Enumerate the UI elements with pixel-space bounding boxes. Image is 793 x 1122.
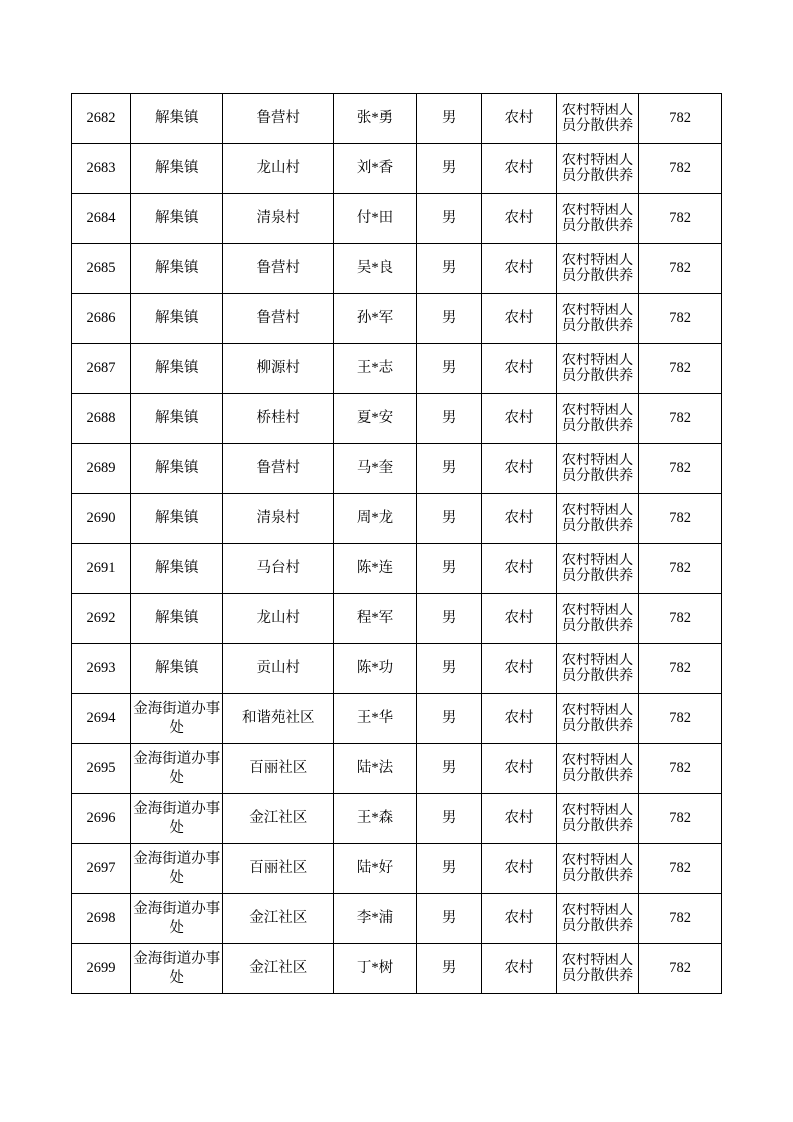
- cell-amount: 782: [639, 644, 722, 694]
- aid-category-text: 农村特困人员分散供养: [561, 852, 634, 884]
- cell-household-type: 农村: [482, 544, 556, 594]
- cell-person-name: 陈*连: [334, 544, 417, 594]
- cell-township: 金海街道办事处: [131, 844, 223, 894]
- cell-person-name: 张*勇: [334, 94, 417, 144]
- subsidy-roster-table: [71, 93, 722, 994]
- cell-serial-number: 2694: [72, 694, 131, 744]
- cell-gender: 男: [416, 744, 482, 794]
- cell-person-name: 陆*好: [334, 844, 417, 894]
- cell-person-name: 陆*法: [334, 744, 417, 794]
- cell-household-type: 农村: [482, 244, 556, 294]
- table-row: [72, 144, 722, 194]
- cell-person-name: 程*军: [334, 594, 417, 644]
- cell-gender: 男: [416, 494, 482, 544]
- cell-amount: 782: [639, 494, 722, 544]
- cell-gender: 男: [416, 944, 482, 994]
- cell-village: 马台村: [223, 544, 334, 594]
- cell-household-type: 农村: [482, 694, 556, 744]
- aid-category-text: 农村特困人员分散供养: [561, 402, 634, 434]
- cell-serial-number: 2692: [72, 594, 131, 644]
- cell-gender: 男: [416, 694, 482, 744]
- cell-aid-category: [556, 744, 639, 794]
- table-body: [72, 94, 722, 994]
- cell-household-type: 农村: [482, 944, 556, 994]
- cell-amount: 782: [639, 894, 722, 944]
- cell-township: 解集镇: [131, 94, 223, 144]
- cell-aid-category: [556, 794, 639, 844]
- cell-serial-number: 2696: [72, 794, 131, 844]
- cell-person-name: 陈*功: [334, 644, 417, 694]
- aid-category-text: 农村特困人员分散供养: [561, 902, 634, 934]
- cell-amount: 782: [639, 744, 722, 794]
- cell-serial-number: 2685: [72, 244, 131, 294]
- cell-village: 百丽社区: [223, 844, 334, 894]
- cell-gender: 男: [416, 94, 482, 144]
- cell-township: 解集镇: [131, 344, 223, 394]
- cell-aid-category: [556, 694, 639, 744]
- cell-amount: 782: [639, 844, 722, 894]
- cell-person-name: 马*奎: [334, 444, 417, 494]
- cell-person-name: 王*志: [334, 344, 417, 394]
- cell-village: 鲁营村: [223, 444, 334, 494]
- cell-village: 贡山村: [223, 644, 334, 694]
- cell-gender: 男: [416, 394, 482, 444]
- table-row: [72, 744, 722, 794]
- cell-township: 解集镇: [131, 544, 223, 594]
- cell-amount: 782: [639, 194, 722, 244]
- cell-village: 金江社区: [223, 894, 334, 944]
- cell-household-type: 农村: [482, 644, 556, 694]
- cell-aid-category: [556, 394, 639, 444]
- cell-aid-category: [556, 344, 639, 394]
- cell-amount: 782: [639, 594, 722, 644]
- cell-household-type: 农村: [482, 744, 556, 794]
- cell-household-type: 农村: [482, 194, 556, 244]
- aid-category-text: 农村特困人员分散供养: [561, 502, 634, 534]
- table-row: [72, 294, 722, 344]
- cell-serial-number: 2682: [72, 94, 131, 144]
- cell-person-name: 李*浦: [334, 894, 417, 944]
- cell-village: 和谐苑社区: [223, 694, 334, 744]
- cell-village: 清泉村: [223, 194, 334, 244]
- cell-amount: 782: [639, 944, 722, 994]
- cell-township: 解集镇: [131, 194, 223, 244]
- cell-gender: 男: [416, 344, 482, 394]
- cell-serial-number: 2699: [72, 944, 131, 994]
- cell-village: 桥桂村: [223, 394, 334, 444]
- cell-amount: 782: [639, 794, 722, 844]
- cell-township: 金海街道办事处: [131, 944, 223, 994]
- cell-household-type: 农村: [482, 844, 556, 894]
- cell-household-type: 农村: [482, 794, 556, 844]
- cell-household-type: 农村: [482, 144, 556, 194]
- cell-serial-number: 2698: [72, 894, 131, 944]
- cell-gender: 男: [416, 594, 482, 644]
- cell-serial-number: 2695: [72, 744, 131, 794]
- aid-category-text: 农村特困人员分散供养: [561, 652, 634, 684]
- cell-household-type: 农村: [482, 894, 556, 944]
- cell-serial-number: 2689: [72, 444, 131, 494]
- table-row: [72, 444, 722, 494]
- cell-aid-category: [556, 194, 639, 244]
- table-row: [72, 944, 722, 994]
- cell-township: 金海街道办事处: [131, 794, 223, 844]
- aid-category-text: 农村特困人员分散供养: [561, 752, 634, 784]
- cell-aid-category: [556, 644, 639, 694]
- cell-aid-category: [556, 444, 639, 494]
- cell-township: 金海街道办事处: [131, 894, 223, 944]
- table-row: [72, 94, 722, 144]
- cell-township: 解集镇: [131, 644, 223, 694]
- cell-serial-number: 2684: [72, 194, 131, 244]
- cell-village: 金江社区: [223, 794, 334, 844]
- cell-aid-category: [556, 244, 639, 294]
- cell-household-type: 农村: [482, 94, 556, 144]
- cell-amount: 782: [639, 144, 722, 194]
- cell-serial-number: 2683: [72, 144, 131, 194]
- cell-gender: 男: [416, 244, 482, 294]
- cell-village: 金江社区: [223, 944, 334, 994]
- cell-township: 金海街道办事处: [131, 744, 223, 794]
- cell-person-name: 丁*树: [334, 944, 417, 994]
- cell-person-name: 夏*安: [334, 394, 417, 444]
- table-row: [72, 644, 722, 694]
- cell-aid-category: [556, 594, 639, 644]
- cell-amount: 782: [639, 94, 722, 144]
- cell-serial-number: 2686: [72, 294, 131, 344]
- table-row: [72, 544, 722, 594]
- aid-category-text: 农村特困人员分散供养: [561, 602, 634, 634]
- aid-category-text: 农村特困人员分散供养: [561, 702, 634, 734]
- cell-person-name: 吴*良: [334, 244, 417, 294]
- cell-household-type: 农村: [482, 594, 556, 644]
- cell-township: 金海街道办事处: [131, 694, 223, 744]
- cell-village: 鲁营村: [223, 244, 334, 294]
- aid-category-text: 农村特困人员分散供养: [561, 252, 634, 284]
- cell-serial-number: 2687: [72, 344, 131, 394]
- aid-category-text: 农村特困人员分散供养: [561, 952, 634, 984]
- table-row: [72, 344, 722, 394]
- table-row: [72, 394, 722, 444]
- cell-household-type: 农村: [482, 444, 556, 494]
- cell-village: 柳源村: [223, 344, 334, 394]
- cell-amount: 782: [639, 444, 722, 494]
- cell-gender: 男: [416, 294, 482, 344]
- cell-serial-number: 2693: [72, 644, 131, 694]
- aid-category-text: 农村特困人员分散供养: [561, 452, 634, 484]
- cell-gender: 男: [416, 844, 482, 894]
- cell-gender: 男: [416, 644, 482, 694]
- cell-household-type: 农村: [482, 494, 556, 544]
- cell-township: 解集镇: [131, 444, 223, 494]
- cell-aid-category: [556, 944, 639, 994]
- table-row: [72, 594, 722, 644]
- cell-household-type: 农村: [482, 394, 556, 444]
- table-row: [72, 244, 722, 294]
- cell-township: 解集镇: [131, 594, 223, 644]
- cell-amount: 782: [639, 544, 722, 594]
- cell-aid-category: [556, 844, 639, 894]
- cell-amount: 782: [639, 344, 722, 394]
- cell-village: 百丽社区: [223, 744, 334, 794]
- cell-gender: 男: [416, 544, 482, 594]
- cell-village: 清泉村: [223, 494, 334, 544]
- aid-category-text: 农村特困人员分散供养: [561, 802, 634, 834]
- cell-serial-number: 2691: [72, 544, 131, 594]
- cell-household-type: 农村: [482, 344, 556, 394]
- cell-amount: 782: [639, 694, 722, 744]
- cell-person-name: 王*华: [334, 694, 417, 744]
- cell-amount: 782: [639, 394, 722, 444]
- cell-serial-number: 2697: [72, 844, 131, 894]
- cell-aid-category: [556, 894, 639, 944]
- cell-township: 解集镇: [131, 494, 223, 544]
- cell-township: 解集镇: [131, 244, 223, 294]
- cell-township: 解集镇: [131, 144, 223, 194]
- cell-gender: 男: [416, 894, 482, 944]
- cell-amount: 782: [639, 244, 722, 294]
- cell-aid-category: [556, 144, 639, 194]
- cell-aid-category: [556, 494, 639, 544]
- cell-household-type: 农村: [482, 294, 556, 344]
- cell-aid-category: [556, 94, 639, 144]
- cell-serial-number: 2690: [72, 494, 131, 544]
- cell-person-name: 刘*香: [334, 144, 417, 194]
- cell-village: 鲁营村: [223, 294, 334, 344]
- table-row: [72, 844, 722, 894]
- table-row: [72, 194, 722, 244]
- table-row: [72, 694, 722, 744]
- cell-township: 解集镇: [131, 394, 223, 444]
- table-row: [72, 894, 722, 944]
- cell-township: 解集镇: [131, 294, 223, 344]
- table-row: [72, 494, 722, 544]
- cell-gender: 男: [416, 194, 482, 244]
- aid-category-text: 农村特困人员分散供养: [561, 302, 634, 334]
- cell-person-name: 孙*军: [334, 294, 417, 344]
- cell-person-name: 周*龙: [334, 494, 417, 544]
- aid-category-text: 农村特困人员分散供养: [561, 152, 634, 184]
- cell-amount: 782: [639, 294, 722, 344]
- cell-person-name: 付*田: [334, 194, 417, 244]
- aid-category-text: 农村特困人员分散供养: [561, 552, 634, 584]
- cell-gender: 男: [416, 444, 482, 494]
- cell-gender: 男: [416, 794, 482, 844]
- cell-person-name: 王*森: [334, 794, 417, 844]
- cell-aid-category: [556, 544, 639, 594]
- cell-gender: 男: [416, 144, 482, 194]
- table-row: [72, 794, 722, 844]
- cell-village: 龙山村: [223, 144, 334, 194]
- cell-aid-category: [556, 294, 639, 344]
- cell-serial-number: 2688: [72, 394, 131, 444]
- aid-category-text: 农村特困人员分散供养: [561, 352, 634, 384]
- aid-category-text: 农村特困人员分散供养: [561, 202, 634, 234]
- cell-village: 龙山村: [223, 594, 334, 644]
- aid-category-text: 农村特困人员分散供养: [561, 102, 634, 134]
- cell-village: 鲁营村: [223, 94, 334, 144]
